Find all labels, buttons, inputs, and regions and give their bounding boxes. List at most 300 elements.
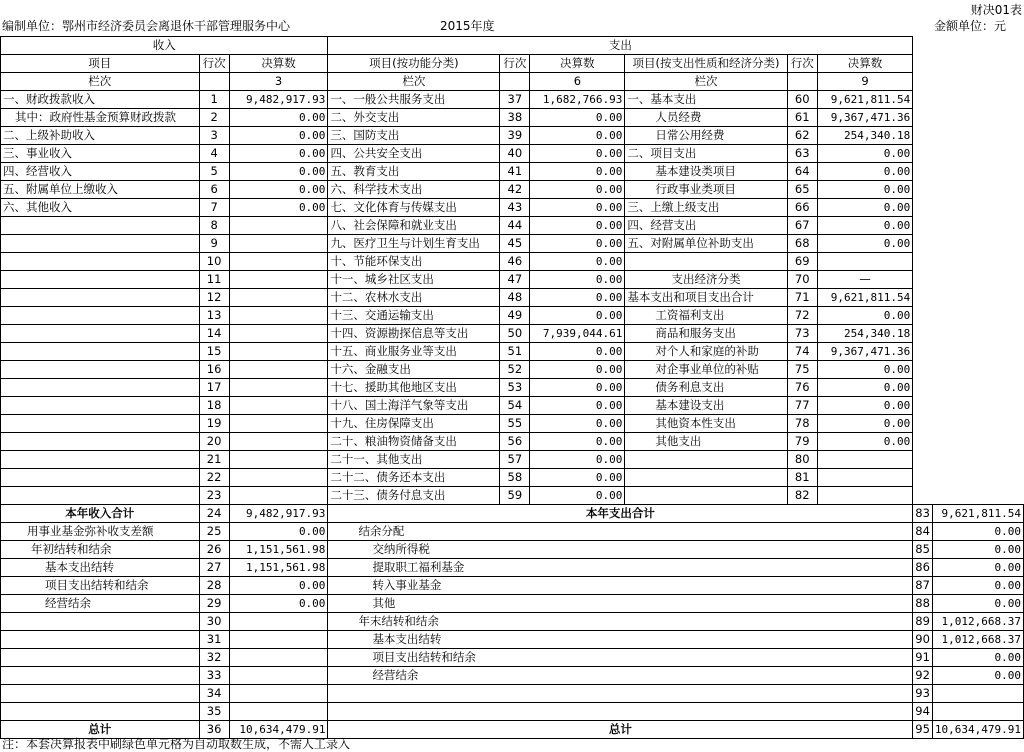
- income-row-no: 16: [199, 361, 229, 379]
- income-amount: 1,151,561.98: [229, 541, 328, 559]
- expense-lower-amount: 9,621,811.54: [932, 505, 1023, 523]
- col-label-blank: [787, 73, 817, 91]
- income-item: [1, 487, 200, 505]
- expense-lower-row-no: 84: [913, 523, 933, 541]
- income-amount: [229, 289, 328, 307]
- table-row: [1, 541, 1024, 559]
- col-header-item-econ: 项目(按支出性质和经济分类): [625, 55, 787, 73]
- income-row-no: 6: [199, 181, 229, 199]
- income-section-header: 收入: [1, 37, 328, 55]
- expense-lower-row-no: 89: [913, 613, 933, 631]
- income-item: 五、附属单位上缴收入: [1, 181, 200, 199]
- func-amount: 0.00: [530, 469, 625, 487]
- income-amount: [229, 397, 328, 415]
- func-amount: 0.00: [530, 127, 625, 145]
- func-amount: 0.00: [530, 343, 625, 361]
- econ-item: 二、项目支出: [625, 145, 787, 163]
- table-row: [1, 469, 1024, 487]
- income-amount: 10,634,479.91: [229, 721, 328, 739]
- income-amount: [229, 451, 328, 469]
- econ-amount: 0.00: [817, 145, 912, 163]
- func-item: 十九、住房保障支出: [328, 415, 500, 433]
- econ-row-no: 75: [787, 361, 817, 379]
- econ-amount: [817, 451, 912, 469]
- expense-lower-item: 提取职工福利基金: [328, 559, 913, 577]
- form-code: 财决01表: [970, 3, 1022, 17]
- table-row: [1, 145, 1024, 163]
- income-amount: [229, 271, 328, 289]
- func-amount: 0.00: [530, 271, 625, 289]
- income-amount: 9,482,917.93: [229, 505, 328, 523]
- income-amount: 0.00: [229, 181, 328, 199]
- income-amount: [229, 217, 328, 235]
- func-row-no: 49: [500, 307, 530, 325]
- income-row-no: 36: [199, 721, 229, 739]
- econ-amount: 9,621,811.54: [817, 91, 912, 109]
- expense-lower-amount: 1,012,668.37: [932, 631, 1023, 649]
- econ-amount: —: [817, 271, 912, 289]
- func-amount: 0.00: [530, 199, 625, 217]
- income-row-no: 14: [199, 325, 229, 343]
- func-amount: 0.00: [530, 217, 625, 235]
- income-row-no: 8: [199, 217, 229, 235]
- income-item: [1, 469, 200, 487]
- func-amount: 0.00: [530, 181, 625, 199]
- func-row-no: 37: [500, 91, 530, 109]
- expense-lower-amount: 0.00: [932, 577, 1023, 595]
- table-row: [1, 343, 1024, 361]
- income-row-no: 30: [199, 613, 229, 631]
- table-row: [1, 271, 1024, 289]
- income-row-no: 33: [199, 667, 229, 685]
- econ-amount: 0.00: [817, 415, 912, 433]
- econ-row-no: 79: [787, 433, 817, 451]
- func-row-no: 53: [500, 379, 530, 397]
- income-item: 年初结转和结余: [1, 541, 200, 559]
- income-item: [1, 307, 200, 325]
- table-row: [1, 73, 1024, 91]
- econ-row-no: 63: [787, 145, 817, 163]
- table-row: [1, 451, 1024, 469]
- econ-row-no: 67: [787, 217, 817, 235]
- econ-row-no: 60: [787, 91, 817, 109]
- func-row-no: 38: [500, 109, 530, 127]
- table-row: [1, 289, 1024, 307]
- econ-amount: 0.00: [817, 181, 912, 199]
- income-item: 四、经营收入: [1, 163, 200, 181]
- income-amount: [229, 433, 328, 451]
- col-number: 6: [530, 73, 625, 91]
- income-amount: 0.00: [229, 163, 328, 181]
- expense-lower-row-no: 83: [913, 505, 933, 523]
- func-row-no: 43: [500, 199, 530, 217]
- expense-lower-amount: 10,634,479.91: [932, 721, 1023, 739]
- econ-row-no: 71: [787, 289, 817, 307]
- func-item: 十五、商业服务业等支出: [328, 343, 500, 361]
- income-amount: [229, 379, 328, 397]
- func-item: 二十三、债务付息支出: [328, 487, 500, 505]
- income-row-no: 17: [199, 379, 229, 397]
- func-item: 十三、交通运输支出: [328, 307, 500, 325]
- income-row-no: 15: [199, 343, 229, 361]
- func-item: 十八、国土海洋气象等支出: [328, 397, 500, 415]
- econ-item: 其他资本性支出: [625, 415, 787, 433]
- econ-row-no: 77: [787, 397, 817, 415]
- func-amount: 0.00: [530, 379, 625, 397]
- econ-item: 四、经营支出: [625, 217, 787, 235]
- func-amount: 0.00: [530, 361, 625, 379]
- expense-lower-amount: 0.00: [932, 649, 1023, 667]
- expense-lower-item: 交纳所得税: [328, 541, 913, 559]
- table-row: [1, 109, 1024, 127]
- income-amount: [229, 649, 328, 667]
- func-row-no: 52: [500, 361, 530, 379]
- econ-amount: 0.00: [817, 379, 912, 397]
- income-item: [1, 235, 200, 253]
- func-item: 三、国防支出: [328, 127, 500, 145]
- econ-amount: 0.00: [817, 235, 912, 253]
- econ-row-no: 82: [787, 487, 817, 505]
- income-item: 一、财政拨款收入: [1, 91, 200, 109]
- func-amount: 0.00: [530, 451, 625, 469]
- col-header-row-no: 行次: [787, 55, 817, 73]
- table-row: [1, 37, 1024, 55]
- table-row: [1, 433, 1024, 451]
- footnote: 注：本套决算报表中刷绿色单元格为自动取数生成，不需人工录入: [2, 737, 351, 751]
- econ-amount: [817, 253, 912, 271]
- income-row-no: 31: [199, 631, 229, 649]
- col-header-amount: 决算数: [530, 55, 625, 73]
- income-item: [1, 379, 200, 397]
- table-row: [1, 325, 1024, 343]
- table-row: [1, 235, 1024, 253]
- expense-lower-item: 其他: [328, 595, 913, 613]
- income-row-no: 3: [199, 127, 229, 145]
- income-amount: [229, 361, 328, 379]
- table-row: [1, 631, 1024, 649]
- econ-item: 行政事业类项目: [625, 181, 787, 199]
- col-label: 栏次: [328, 73, 500, 91]
- expense-lower-item: 基本支出结转: [328, 631, 913, 649]
- final-accounts-table: [0, 36, 1024, 739]
- expense-lower-row-no: 91: [913, 649, 933, 667]
- year-label: 2015年度: [440, 19, 495, 33]
- econ-item: 基本建设支出: [625, 397, 787, 415]
- func-item: 六、科学技术支出: [328, 181, 500, 199]
- econ-amount: 254,340.18: [817, 325, 912, 343]
- func-item: 十四、资源勘探信息等支出: [328, 325, 500, 343]
- econ-row-no: 65: [787, 181, 817, 199]
- income-row-no: 18: [199, 397, 229, 415]
- table-row: [1, 361, 1024, 379]
- func-row-no: 51: [500, 343, 530, 361]
- func-row-no: 42: [500, 181, 530, 199]
- table-row: [1, 127, 1024, 145]
- func-row-no: 44: [500, 217, 530, 235]
- func-row-no: 55: [500, 415, 530, 433]
- income-row-no: 5: [199, 163, 229, 181]
- func-amount: 0.00: [530, 235, 625, 253]
- expense-lower-row-no: 85: [913, 541, 933, 559]
- func-amount: 1,682,766.93: [530, 91, 625, 109]
- func-item: 十二、农林水支出: [328, 289, 500, 307]
- income-amount: [229, 631, 328, 649]
- income-item: [1, 649, 200, 667]
- econ-amount: 0.00: [817, 361, 912, 379]
- func-amount: 0.00: [530, 253, 625, 271]
- expense-lower-row-no: 86: [913, 559, 933, 577]
- econ-row-no: 69: [787, 253, 817, 271]
- table-row: [1, 253, 1024, 271]
- func-row-no: 39: [500, 127, 530, 145]
- income-amount: 0.00: [229, 595, 328, 613]
- econ-row-no: 80: [787, 451, 817, 469]
- econ-amount: 0.00: [817, 199, 912, 217]
- econ-item: 对个人和家庭的补助: [625, 343, 787, 361]
- table-row: [1, 685, 1024, 703]
- col-header-amount: 决算数: [229, 55, 328, 73]
- func-amount: 7,939,044.61: [530, 325, 625, 343]
- econ-item: 日常公用经费: [625, 127, 787, 145]
- expense-lower-row-no: 95: [913, 721, 933, 739]
- income-amount: 1,151,561.98: [229, 559, 328, 577]
- income-item: [1, 685, 200, 703]
- econ-amount: 254,340.18: [817, 127, 912, 145]
- econ-item: 商品和服务支出: [625, 325, 787, 343]
- econ-item: 对企事业单位的补贴: [625, 361, 787, 379]
- col-label: 栏次: [625, 73, 787, 91]
- income-item: 基本支出结转: [1, 559, 200, 577]
- income-row-no: 29: [199, 595, 229, 613]
- table-row: [1, 487, 1024, 505]
- expense-lower-row-no: 90: [913, 631, 933, 649]
- func-item: 十、节能环保支出: [328, 253, 500, 271]
- table-row: [1, 91, 1024, 109]
- income-item: 其中：政府性基金预算财政拨款: [1, 109, 200, 127]
- expense-lower-amount: [932, 685, 1023, 703]
- income-amount: [229, 703, 328, 721]
- expense-lower-amount: 0.00: [932, 541, 1023, 559]
- income-amount: [229, 235, 328, 253]
- income-row-no: 24: [199, 505, 229, 523]
- func-amount: 0.00: [530, 433, 625, 451]
- expense-lower-item: [328, 703, 913, 721]
- expense-section-header: 支出: [328, 37, 913, 55]
- func-amount: 0.00: [530, 415, 625, 433]
- income-amount: [229, 667, 328, 685]
- income-row-no: 34: [199, 685, 229, 703]
- func-item: 二十一、其他支出: [328, 451, 500, 469]
- econ-row-no: 61: [787, 109, 817, 127]
- func-item: 十七、援助其他地区支出: [328, 379, 500, 397]
- econ-row-no: 68: [787, 235, 817, 253]
- func-row-no: 58: [500, 469, 530, 487]
- econ-row-no: 73: [787, 325, 817, 343]
- func-item: 八、社会保障和就业支出: [328, 217, 500, 235]
- func-item: 一、一般公共服务支出: [328, 91, 500, 109]
- income-row-no: 4: [199, 145, 229, 163]
- income-amount: [229, 613, 328, 631]
- expense-lower-item: 本年支出合计: [328, 505, 913, 523]
- econ-row-no: 78: [787, 415, 817, 433]
- func-amount: 0.00: [530, 487, 625, 505]
- income-row-no: 7: [199, 199, 229, 217]
- income-item: 六、其他收入: [1, 199, 200, 217]
- econ-item: 三、上缴上级支出: [625, 199, 787, 217]
- econ-amount: 9,367,471.36: [817, 109, 912, 127]
- income-amount: 0.00: [229, 523, 328, 541]
- income-item: [1, 343, 200, 361]
- income-row-no: 28: [199, 577, 229, 595]
- table-row: [1, 667, 1024, 685]
- func-row-no: 47: [500, 271, 530, 289]
- income-row-no: 35: [199, 703, 229, 721]
- econ-item: 支出经济分类: [625, 271, 787, 289]
- col-header-row-no: 行次: [500, 55, 530, 73]
- income-row-no: 9: [199, 235, 229, 253]
- col-number: 9: [817, 73, 912, 91]
- income-row-no: 25: [199, 523, 229, 541]
- func-item: 九、医疗卫生与计划生育支出: [328, 235, 500, 253]
- income-item: 二、上级补助收入: [1, 127, 200, 145]
- income-row-no: 1: [199, 91, 229, 109]
- expense-lower-amount: 0.00: [932, 667, 1023, 685]
- func-row-no: 54: [500, 397, 530, 415]
- expense-lower-item: 年末结转和结余: [328, 613, 913, 631]
- econ-item: [625, 253, 787, 271]
- expense-lower-amount: 0.00: [932, 523, 1023, 541]
- income-item: [1, 433, 200, 451]
- income-row-no: 22: [199, 469, 229, 487]
- func-row-no: 46: [500, 253, 530, 271]
- func-amount: 0.00: [530, 397, 625, 415]
- income-row-no: 10: [199, 253, 229, 271]
- income-amount: [229, 343, 328, 361]
- income-item: [1, 271, 200, 289]
- expense-lower-item: [328, 685, 913, 703]
- func-item: 七、文化体育与传媒支出: [328, 199, 500, 217]
- expense-lower-row-no: 88: [913, 595, 933, 613]
- econ-amount: 0.00: [817, 307, 912, 325]
- income-item: 经营结余: [1, 595, 200, 613]
- income-row-no: 26: [199, 541, 229, 559]
- income-item: 项目支出结转和结余: [1, 577, 200, 595]
- econ-row-no: 76: [787, 379, 817, 397]
- income-item: [1, 703, 200, 721]
- econ-row-no: 81: [787, 469, 817, 487]
- econ-item: [625, 469, 787, 487]
- expense-lower-row-no: 92: [913, 667, 933, 685]
- econ-item: 其他支出: [625, 433, 787, 451]
- income-item: [1, 325, 200, 343]
- table-row: [1, 577, 1024, 595]
- func-row-no: 59: [500, 487, 530, 505]
- income-row-no: 19: [199, 415, 229, 433]
- table-row: [1, 217, 1024, 235]
- econ-amount: 9,621,811.54: [817, 289, 912, 307]
- table-row: [1, 595, 1024, 613]
- expense-lower-item: 项目支出结转和结余: [328, 649, 913, 667]
- income-row-no: 32: [199, 649, 229, 667]
- table-row: [1, 703, 1024, 721]
- expense-lower-row-no: 87: [913, 577, 933, 595]
- func-row-no: 40: [500, 145, 530, 163]
- income-item: 三、事业收入: [1, 145, 200, 163]
- func-row-no: 57: [500, 451, 530, 469]
- table-row: [1, 613, 1024, 631]
- econ-row-no: 72: [787, 307, 817, 325]
- econ-row-no: 66: [787, 199, 817, 217]
- econ-item: 基本建设类项目: [625, 163, 787, 181]
- func-item: 二十、粮油物资储备支出: [328, 433, 500, 451]
- table-row: [1, 505, 1024, 523]
- income-row-no: 12: [199, 289, 229, 307]
- income-amount: 0.00: [229, 109, 328, 127]
- econ-item: 五、对附属单位补助支出: [625, 235, 787, 253]
- econ-row-no: 74: [787, 343, 817, 361]
- econ-item: 一、基本支出: [625, 91, 787, 109]
- income-item: 总计: [1, 721, 200, 739]
- func-amount: 0.00: [530, 289, 625, 307]
- income-row-no: 20: [199, 433, 229, 451]
- table-row: [1, 415, 1024, 433]
- income-item: 用事业基金弥补收支差额: [1, 523, 200, 541]
- income-item: [1, 451, 200, 469]
- func-row-no: 48: [500, 289, 530, 307]
- expense-lower-amount: 0.00: [932, 559, 1023, 577]
- table-row: [1, 397, 1024, 415]
- expense-lower-row-no: 93: [913, 685, 933, 703]
- col-header-row-no: 行次: [199, 55, 229, 73]
- currency-label: 金额单位：元: [934, 19, 1007, 33]
- table-row: [1, 649, 1024, 667]
- func-item: 五、教育支出: [328, 163, 500, 181]
- col-header-item: 项目: [1, 55, 200, 73]
- func-amount: 0.00: [530, 163, 625, 181]
- income-item: [1, 289, 200, 307]
- table-row: [1, 199, 1024, 217]
- econ-item: 工资福利支出: [625, 307, 787, 325]
- econ-item: [625, 451, 787, 469]
- income-amount: 0.00: [229, 199, 328, 217]
- func-row-no: 45: [500, 235, 530, 253]
- income-item: 本年收入合计: [1, 505, 200, 523]
- income-row-no: 23: [199, 487, 229, 505]
- income-amount: [229, 415, 328, 433]
- table-row: [1, 379, 1024, 397]
- income-item: [1, 613, 200, 631]
- income-item: [1, 415, 200, 433]
- table-row: [1, 181, 1024, 199]
- income-amount: 0.00: [229, 145, 328, 163]
- income-amount: [229, 487, 328, 505]
- econ-row-no: 62: [787, 127, 817, 145]
- income-row-no: 13: [199, 307, 229, 325]
- unit-label: 编制单位：鄂州市经济委员会离退休干部管理服务中心: [2, 19, 291, 33]
- table-row: [1, 55, 1024, 73]
- econ-item: 债务利息支出: [625, 379, 787, 397]
- func-amount: 0.00: [530, 145, 625, 163]
- expense-lower-amount: 1,012,668.37: [932, 613, 1023, 631]
- func-item: 二十二、债务还本支出: [328, 469, 500, 487]
- econ-amount: 0.00: [817, 217, 912, 235]
- col-header-amount: 决算数: [817, 55, 912, 73]
- expense-lower-row-no: 94: [913, 703, 933, 721]
- func-amount: 0.00: [530, 307, 625, 325]
- income-amount: [229, 307, 328, 325]
- table-row: [1, 523, 1024, 541]
- econ-amount: [817, 487, 912, 505]
